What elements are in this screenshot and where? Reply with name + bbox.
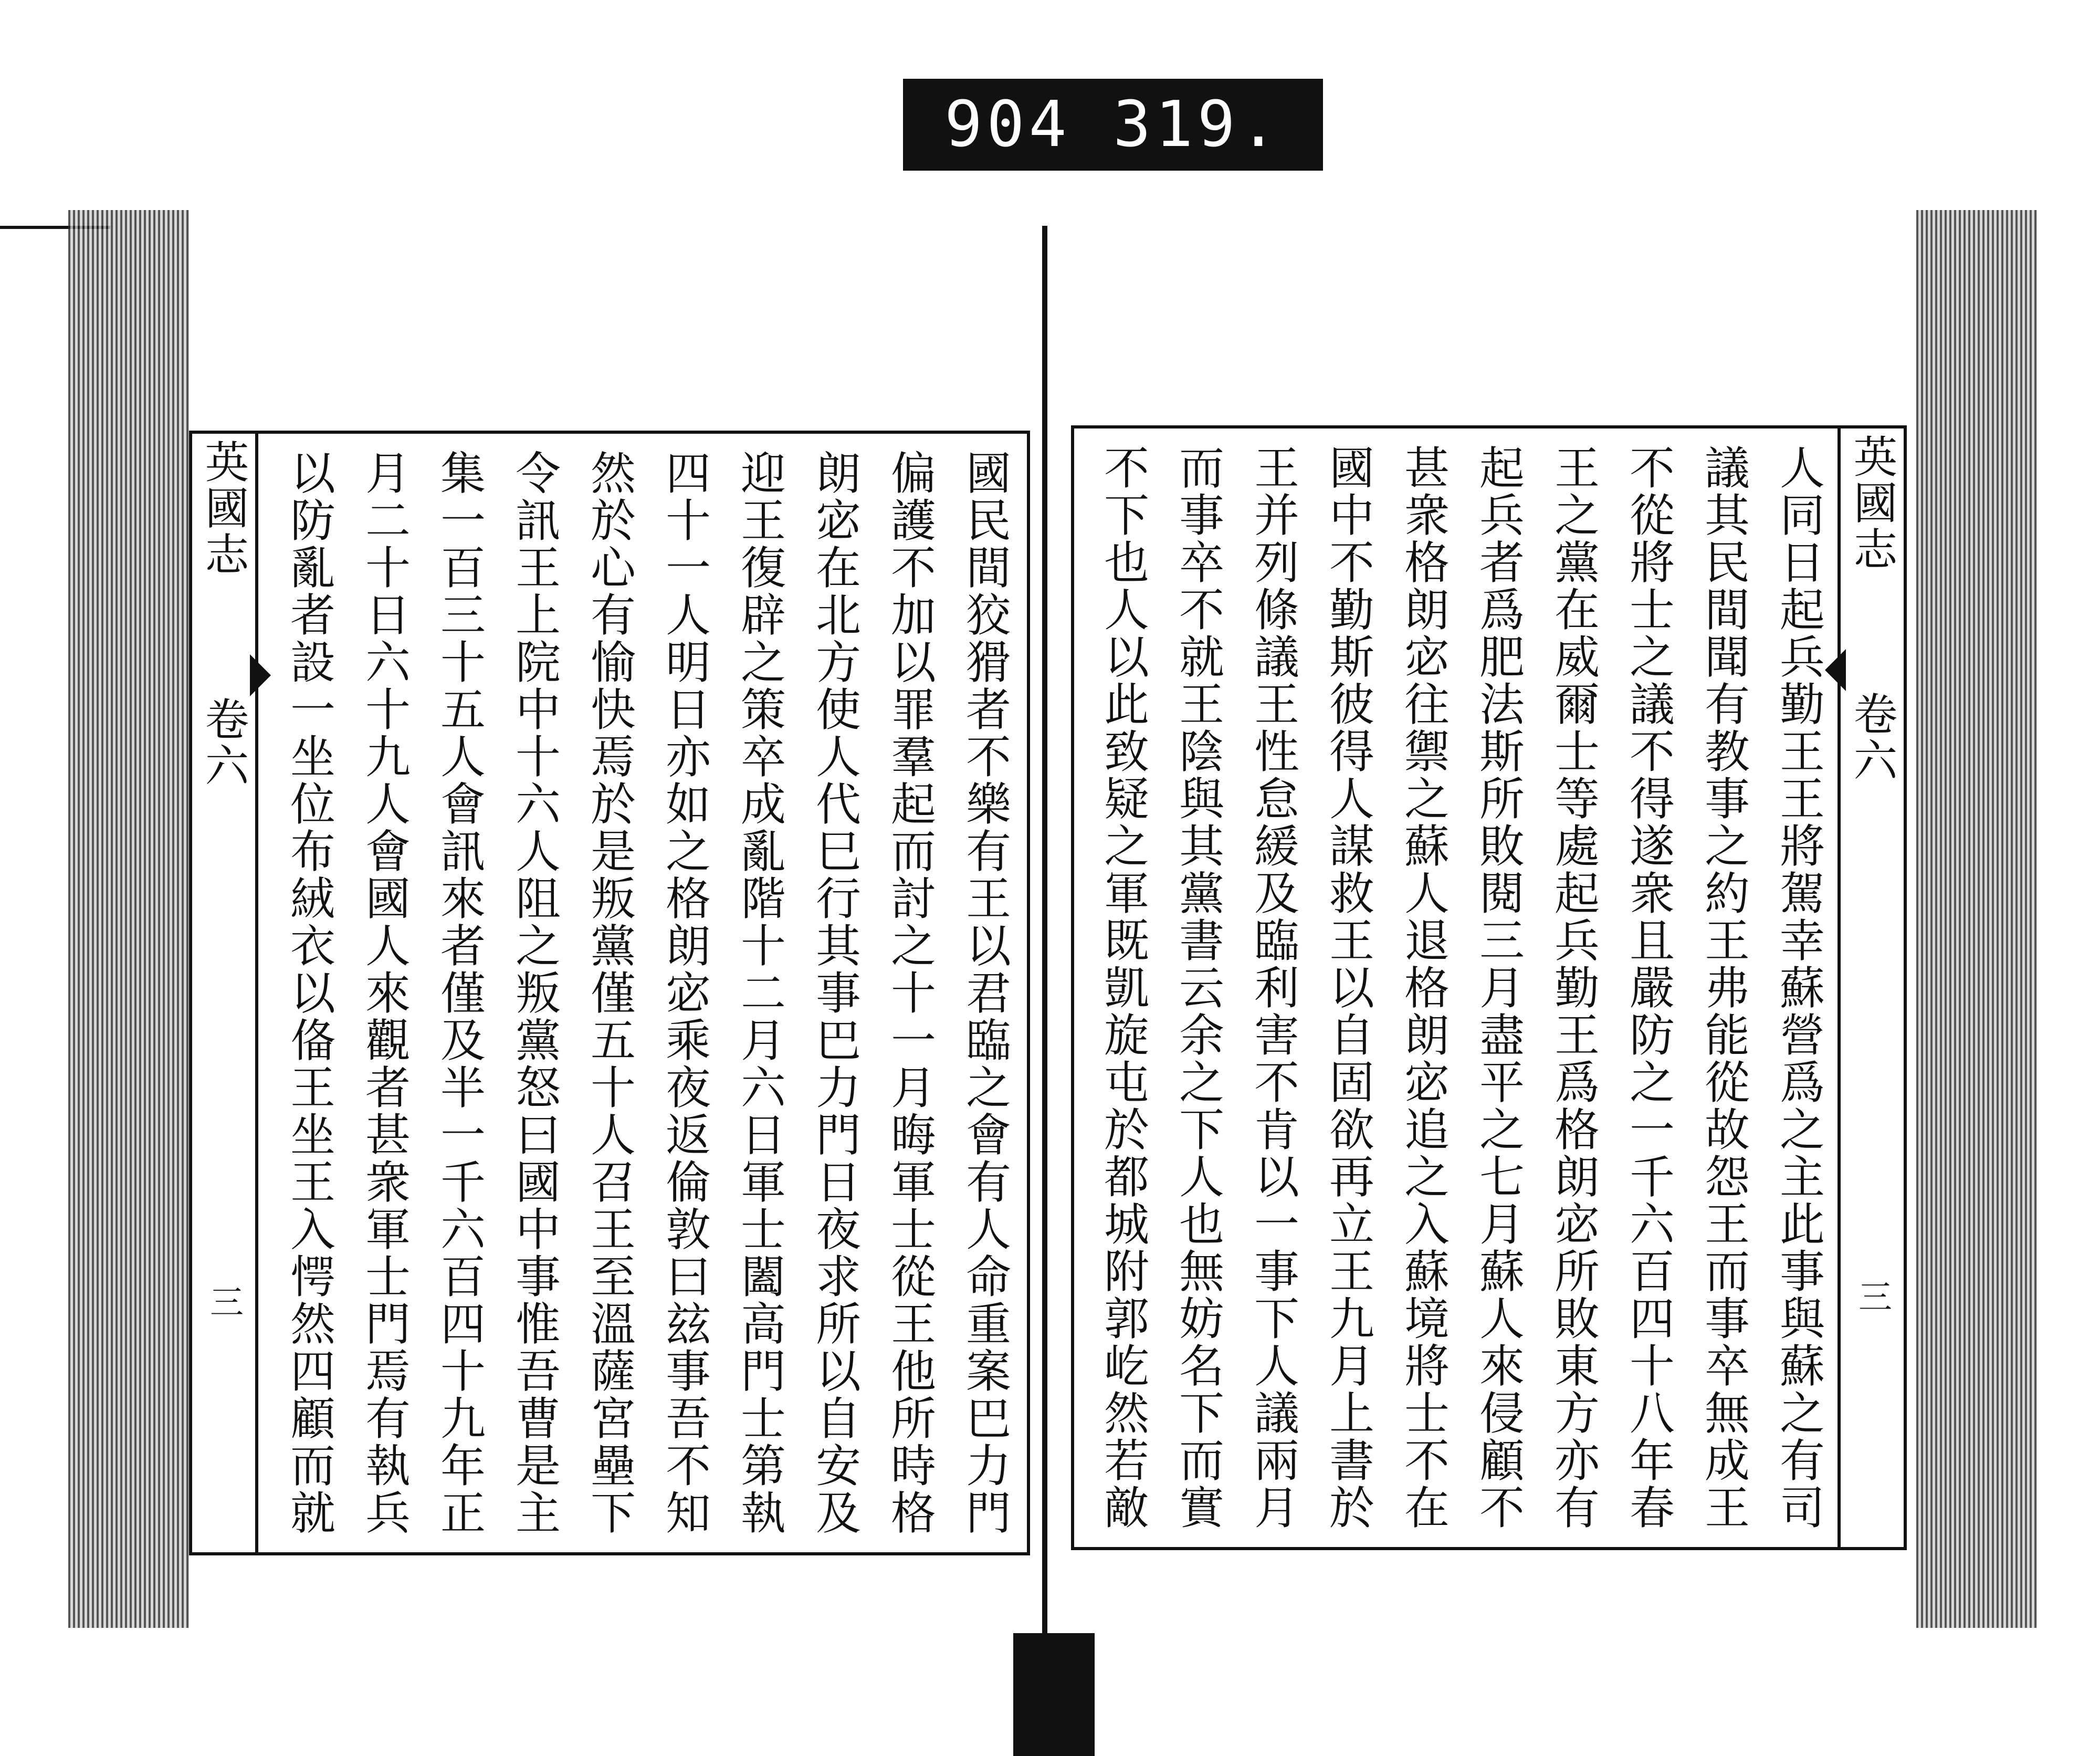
text-column: 國民間狡猾者不樂有王以君臨之會有人命重案巴力門 xyxy=(958,450,1011,1537)
right-page-text xyxy=(1079,444,1835,1537)
left-gutter-volume: 卷六 xyxy=(198,696,249,789)
text-column: 不從將士之議不得遂衆且嚴防之一千六百四十八年春 xyxy=(1622,444,1674,1531)
book-edge-right xyxy=(1916,210,2037,1628)
left-folio: 三 xyxy=(204,1284,243,1318)
text-column: 令訊王上院中十六人阻之叛黨怒曰國中事惟吾曹是主 xyxy=(508,450,560,1537)
text-column: 王并列條議王性怠緩及臨利害不肯以一事下人議兩月 xyxy=(1246,444,1299,1531)
left-gutter-title: 英國志 xyxy=(198,439,249,578)
text-column: 人同日起兵勤王王將駕幸蘇營爲之主此事與蘇之有司 xyxy=(1772,444,1824,1531)
text-column: 而事卒不就王陰與其黨書云余之下人也無妨名下而實 xyxy=(1171,444,1224,1531)
text-column: 四十一人明日亦如之格朗宓乘夜返倫敦曰玆事吾不知 xyxy=(658,450,710,1537)
text-column: 以防亂者設一坐位布絨衣以俻王坐王入愕然四顧而就 xyxy=(282,450,335,1537)
text-column: 迎王復辟之策卒成亂階十二月六日軍士闔高門士第執 xyxy=(733,450,785,1537)
right-page xyxy=(1071,425,1907,1550)
right-gutter-title: 英國志 xyxy=(1846,434,1898,572)
text-column: 起兵者爲肥法斯所敗閱三月盡平之七月蘇人來侵顧不 xyxy=(1472,444,1524,1531)
text-column: 不下也人以此致疑之軍既凱旋屯於都城附郭屹然若敵 xyxy=(1096,444,1149,1531)
left-page-text xyxy=(260,450,1022,1542)
text-column: 然於心有愉快焉於是叛黨僅五十人召王至溫薩宮壘下 xyxy=(583,450,635,1537)
spine-foot xyxy=(1013,1633,1095,1756)
text-column: 議其民間聞有教事之約王弗能從故怨王而事卒無成王 xyxy=(1697,444,1749,1531)
right-page-gutter xyxy=(1838,428,1904,1547)
text-column: 國中不勤斯彼得人謀救王以自固欲再立王九月上書於 xyxy=(1321,444,1374,1531)
book-spine xyxy=(1042,226,1047,1654)
text-column: 集一百三十五人會訊來者僅及半一千六百四十九年正 xyxy=(433,450,485,1537)
right-folio: 三 xyxy=(1853,1279,1892,1313)
text-column: 月二十日六十九人會國人來觀者甚衆軍士門焉有執兵 xyxy=(358,450,410,1537)
text-column: 朗宓在北方使人代巳行其事巴力門日夜求所以自安及 xyxy=(808,450,860,1537)
text-column: 甚衆格朗宓往禦之蘇人退格朗宓追之入蘇境將士不在 xyxy=(1396,444,1449,1531)
left-page-gutter xyxy=(192,434,258,1552)
left-page xyxy=(189,431,1030,1555)
text-column: 偏護不加以罪羣起而討之十一月晦軍士從王他所時格 xyxy=(883,450,936,1537)
right-gutter-volume: 卷六 xyxy=(1846,691,1898,783)
book-edge-left xyxy=(68,210,189,1628)
archive-label: 904 319. xyxy=(903,79,1323,171)
text-column: 王之黨在威爾士等處起兵勤王爲格朗宓所敗東方亦有 xyxy=(1547,444,1599,1531)
